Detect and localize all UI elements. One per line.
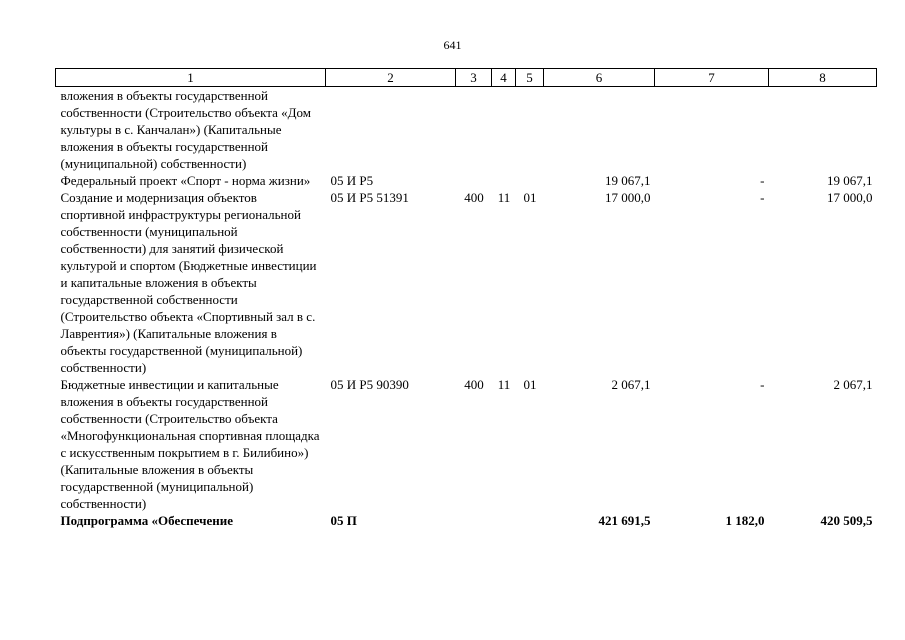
row-amount-6 bbox=[544, 87, 655, 173]
row-amount-7: - bbox=[760, 377, 765, 392]
row-code bbox=[326, 87, 456, 173]
row-amount-7 bbox=[655, 87, 769, 173]
row-amount-7: - bbox=[760, 173, 765, 188]
column-header-1: 1 bbox=[56, 69, 326, 87]
row-amount-6: 19 067,1 bbox=[605, 173, 651, 188]
row-amount-8 bbox=[769, 87, 877, 173]
row-section bbox=[492, 172, 516, 189]
row-name: Подпрограмма «Обеспечение bbox=[60, 513, 233, 528]
table-row-subprogram bbox=[56, 512, 877, 529]
row-code: 05 И P5 51391 bbox=[330, 190, 409, 205]
row-amount-6: 2 067,1 bbox=[611, 377, 651, 392]
row-subsection: 01 bbox=[523, 190, 537, 205]
table-row bbox=[56, 376, 877, 512]
row-code: 05 И P5 bbox=[330, 173, 374, 188]
budget-table bbox=[55, 68, 877, 529]
row-name: Создание и модернизация объектов спортивной инфраструктуры региональной собственности (муниципальной собственности) для занятий физической культурой и спортом (Бюджетные инвестиции и капитальные вложения в объекты государственной собственности (Строительство объекта «Спортивный зал в с. Лаврентия») (Капитальные вложения в объекты государственной (муниципальной) собственности) bbox=[60, 190, 317, 375]
row-subsection bbox=[516, 512, 544, 529]
column-header-8: 8 bbox=[769, 69, 877, 87]
column-header-7: 7 bbox=[655, 69, 769, 87]
table-row bbox=[56, 87, 877, 173]
row-amount-8: 19 067,1 bbox=[827, 173, 873, 188]
row-section bbox=[492, 512, 516, 529]
row-expense-type bbox=[456, 87, 492, 173]
row-expense-type bbox=[456, 512, 492, 529]
row-amount-8: 420 509,5 bbox=[820, 513, 873, 528]
row-amount-7: 1 182,0 bbox=[725, 513, 765, 528]
row-section bbox=[492, 87, 516, 173]
row-expense-type: 400 bbox=[464, 190, 484, 205]
column-header-2: 2 bbox=[326, 69, 456, 87]
row-name: вложения в объекты государственной собственности (Строительство объекта «Дом культуры в с. Канчалан») (Капитальные вложения в объекты государственной (муниципальной) собственности) bbox=[60, 88, 311, 171]
row-section: 11 bbox=[497, 190, 511, 205]
row-expense-type: 400 bbox=[464, 377, 484, 392]
row-amount-7: - bbox=[760, 190, 765, 205]
row-amount-8: 17 000,0 bbox=[827, 190, 873, 205]
row-section: 11 bbox=[497, 377, 511, 392]
column-header-6: 6 bbox=[544, 69, 655, 87]
row-name: Бюджетные инвестиции и капитальные вложения в объекты государственной собственности (Строительство объекта «Многофункциональная спортивная площадка с искусственным покрытием в г. Билибино») (Капитальные вложения в объекты государственной (муниципальной) собственности) bbox=[60, 377, 320, 511]
row-amount-6: 421 691,5 bbox=[598, 513, 651, 528]
row-code: 05 И P5 90390 bbox=[330, 377, 409, 392]
page-number: 641 bbox=[443, 38, 462, 52]
table-row bbox=[56, 189, 877, 376]
row-expense-type bbox=[456, 172, 492, 189]
column-header-5: 5 bbox=[516, 69, 544, 87]
row-amount-6: 17 000,0 bbox=[605, 190, 651, 205]
row-name: Федеральный проект «Спорт - норма жизни» bbox=[60, 173, 311, 188]
table-row bbox=[56, 172, 877, 189]
row-code: 05 П bbox=[330, 513, 357, 528]
column-header-3: 3 bbox=[456, 69, 492, 87]
row-subsection bbox=[516, 172, 544, 189]
header-row bbox=[56, 69, 877, 87]
row-amount-8: 2 067,1 bbox=[833, 377, 873, 392]
column-header-4: 4 bbox=[492, 69, 516, 87]
row-subsection: 01 bbox=[523, 377, 537, 392]
row-subsection bbox=[516, 87, 544, 173]
